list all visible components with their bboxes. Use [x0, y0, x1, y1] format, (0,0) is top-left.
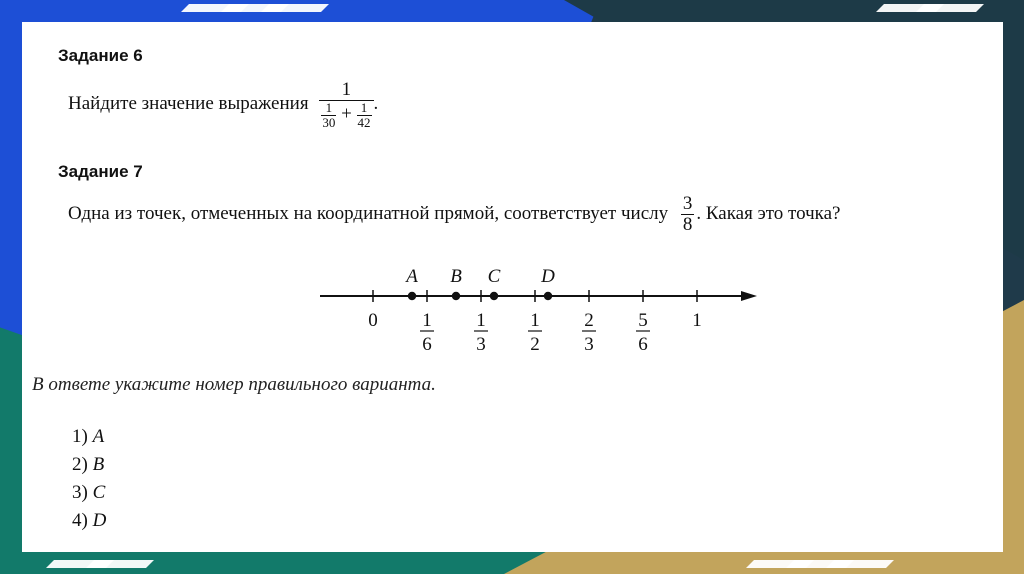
decor-stripe [916, 4, 984, 12]
task6-term2-num: 1 [357, 101, 372, 116]
task6-term2 [357, 101, 372, 129]
point-b-dot [452, 292, 460, 300]
tick-label-numerator: 1 [422, 310, 432, 331]
task6-text: Найдите значение выражения [68, 92, 309, 114]
point-c-label: C [487, 266, 501, 287]
point-a-label: A [406, 266, 418, 287]
tick-label-numerator: 1 [530, 310, 540, 331]
task6-plus: + [341, 103, 352, 125]
task7-heading: Задание 7 [58, 162, 143, 181]
option-number: 2) [72, 454, 88, 475]
task6-term1-den: 30 [322, 114, 336, 130]
option-1[interactable] [72, 426, 104, 448]
tick-label-numerator: 1 [476, 310, 486, 331]
tick-label: 1 [692, 310, 702, 331]
option-label: D [92, 510, 107, 531]
option-number: 1) [72, 426, 88, 447]
task7-fraction-den: 8 [682, 213, 693, 235]
point-c-dot [490, 292, 498, 300]
task6-term1 [321, 101, 336, 129]
point-d-label: D [541, 266, 555, 287]
point-a-dot [408, 292, 416, 300]
option-3[interactable] [72, 482, 105, 504]
decor-stripe [86, 560, 154, 568]
task7-statement [68, 194, 840, 235]
number-line [22, 258, 1003, 368]
task6-period: . [373, 92, 379, 114]
tick-label-denominator: 3 [476, 334, 486, 355]
axis-arrow-icon [741, 291, 757, 301]
option-label: B [92, 454, 105, 475]
task6-term2-den: 42 [357, 114, 371, 130]
task6-numerator: 1 [319, 80, 373, 101]
task6-heading: Задание 6 [58, 46, 143, 65]
tick-label-denominator: 6 [638, 334, 648, 355]
task6-statement [68, 80, 378, 129]
option-number: 3) [72, 482, 88, 503]
decor-stripe [826, 560, 894, 568]
point-d-dot [544, 292, 552, 300]
option-label: A [92, 426, 105, 447]
task7-fraction-num: 3 [682, 193, 693, 214]
task7-text-before: Одна из точек, отмеченных на координатной прямой, соответствует числу [68, 202, 669, 224]
tick-label: 0 [368, 310, 378, 331]
option-label: C [92, 482, 106, 503]
tick-label-denominator: 3 [584, 334, 594, 355]
task7-text-after: . Какая это точка? [696, 202, 841, 224]
tick-label-numerator: 2 [584, 310, 594, 331]
task6-denominator [319, 101, 373, 129]
answer-note: В ответе укажите номер правильного варианта. [32, 374, 436, 395]
option-2[interactable] [72, 454, 104, 476]
task6-expression [319, 80, 373, 129]
point-b-label: B [450, 266, 462, 287]
decor-stripe [261, 4, 329, 12]
task7-fraction [681, 194, 695, 235]
slide-card [22, 22, 1003, 552]
tick-label-denominator: 6 [422, 334, 432, 355]
option-number: 4) [72, 510, 88, 531]
option-4[interactable] [72, 510, 106, 532]
tick-label-numerator: 5 [638, 310, 648, 331]
tick-label-denominator: 2 [530, 334, 540, 355]
task6-term1-num: 1 [321, 101, 336, 116]
